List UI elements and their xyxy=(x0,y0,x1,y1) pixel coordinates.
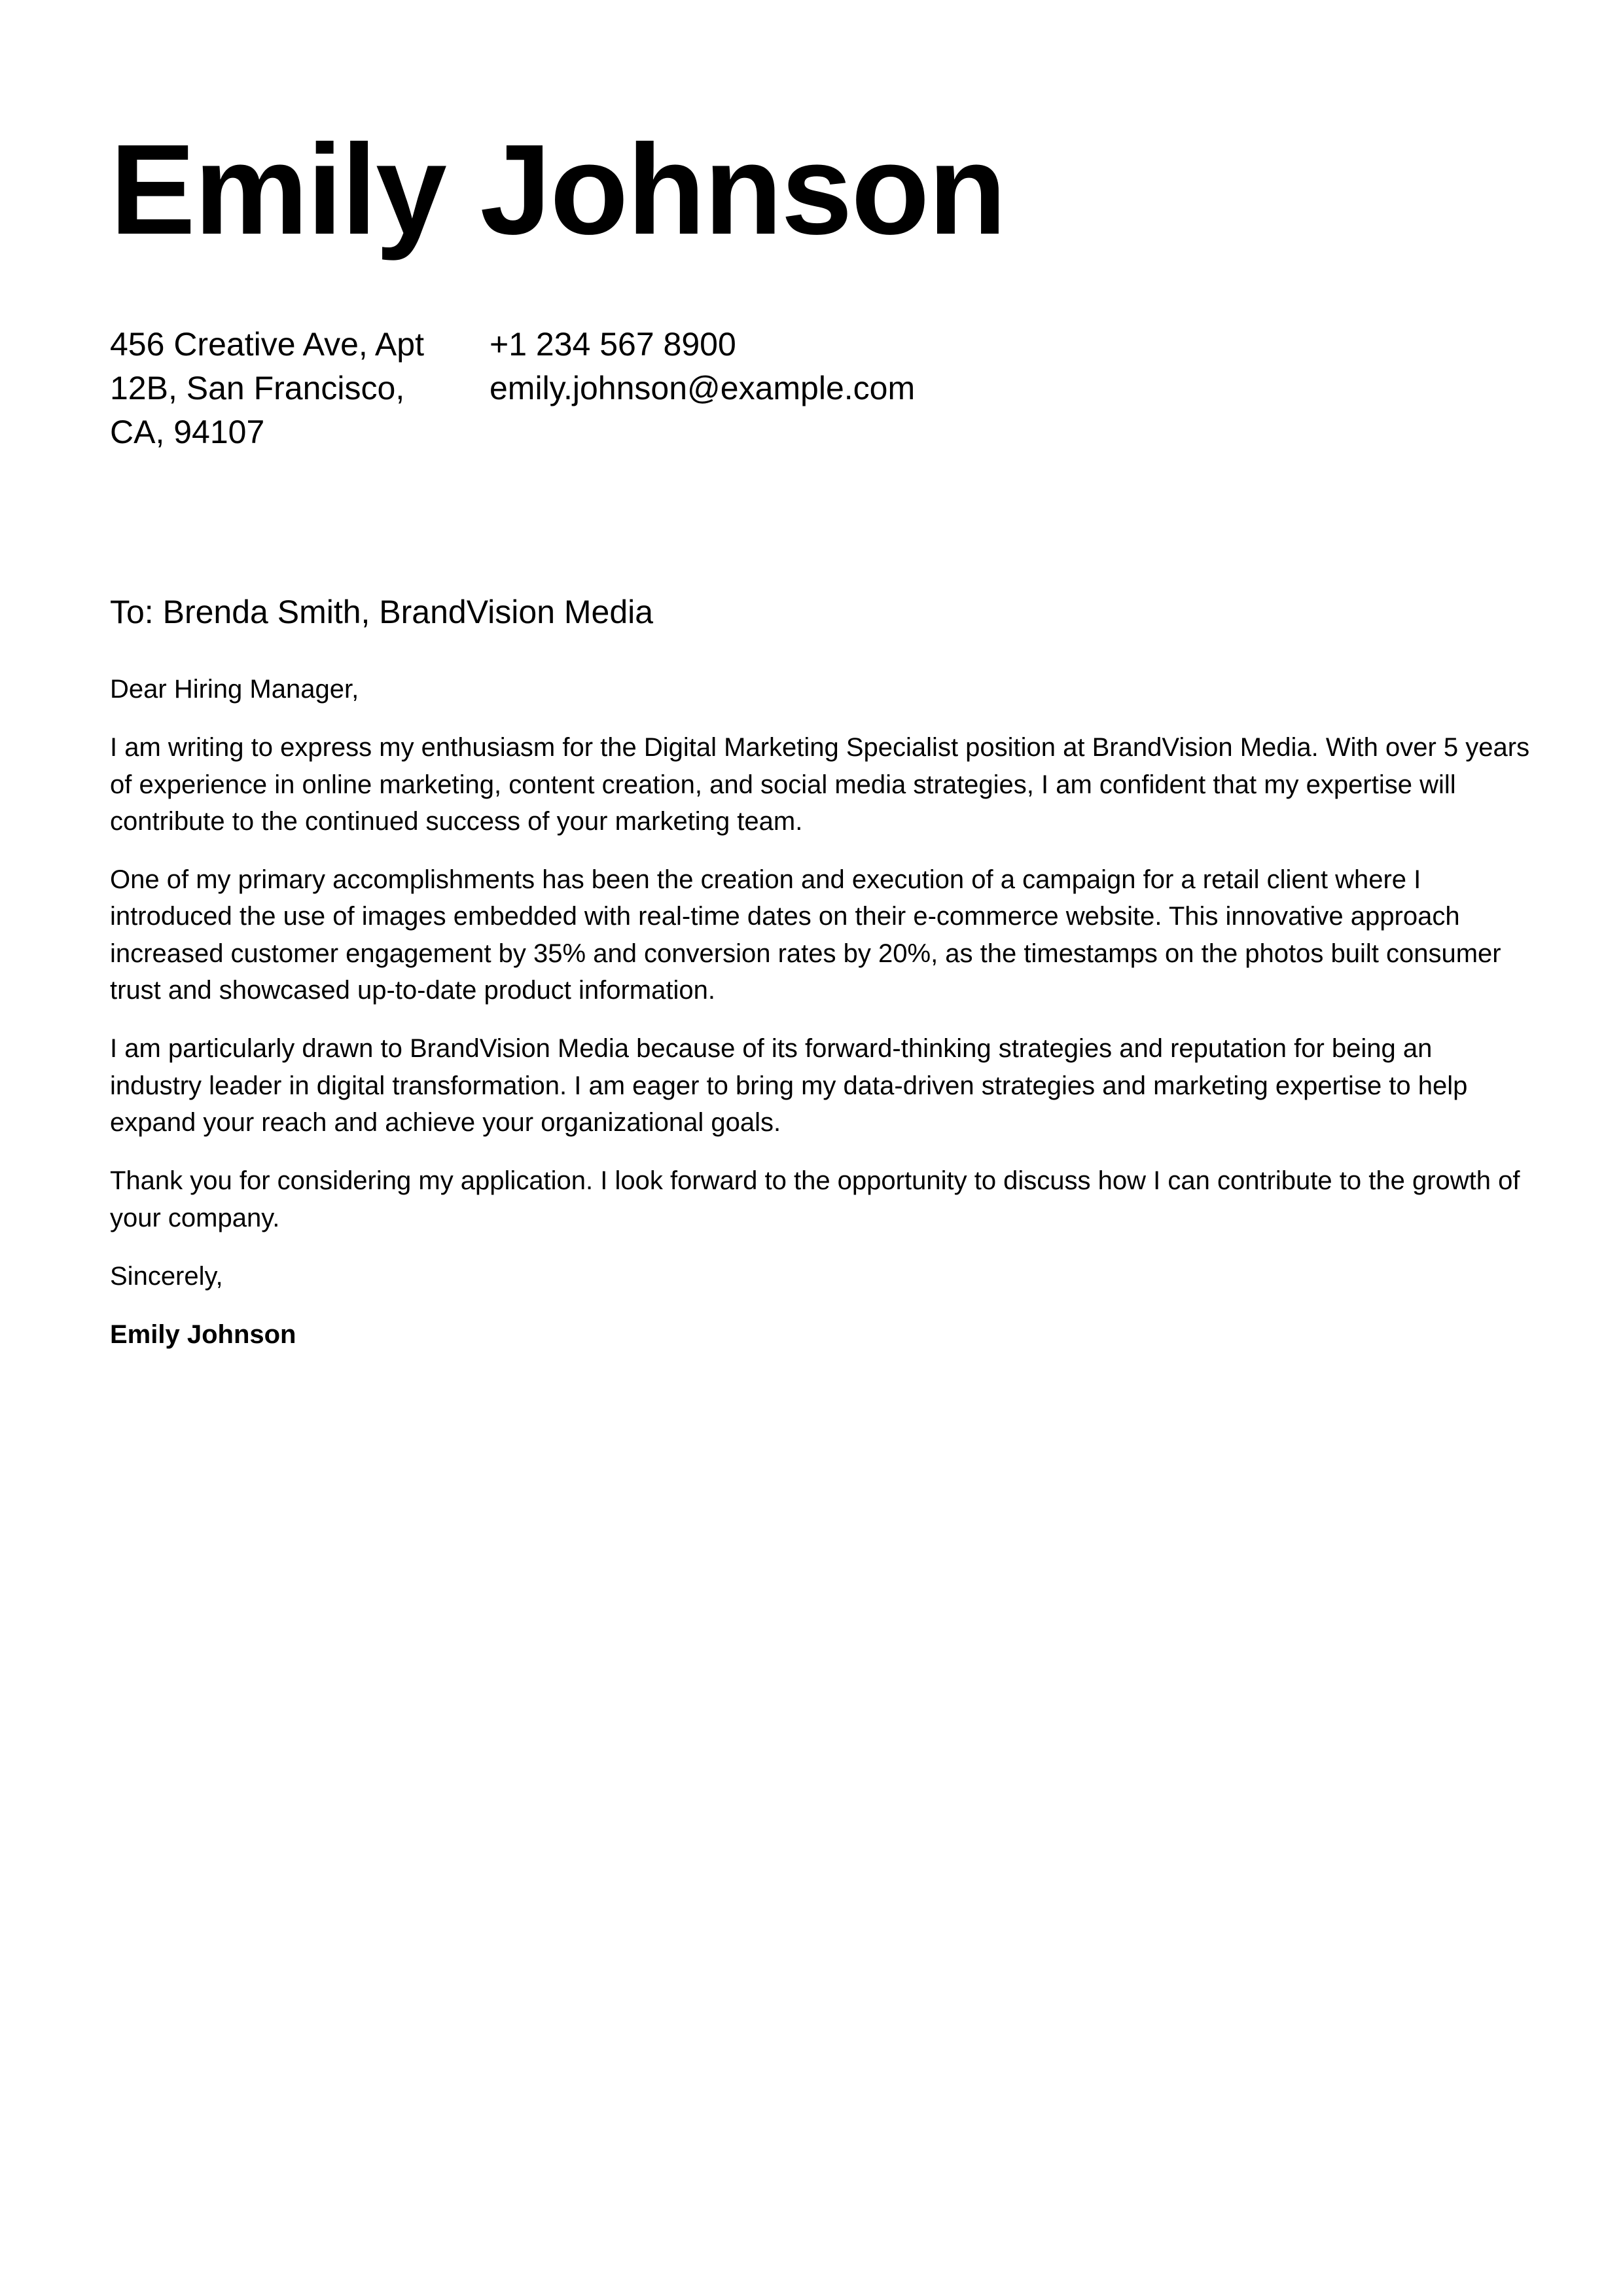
salutation: Dear Hiring Manager, xyxy=(110,675,359,704)
address-line: 456 Creative Ave, Apt xyxy=(110,326,424,363)
body-paragraph: I am particularly drawn to BrandVision Media because of its forward-thinking strategies and reputation for being an industry leader in digital transformation. I am eager to bring my data-driven strategies and marketing expertise to help expand your reach and achieve your organizational goals. xyxy=(110,1034,1468,1137)
letter-body xyxy=(110,671,1530,1374)
body-paragraph: Thank you for considering my application. I look forward to the opportunity to discuss how I can contribute to the growth of your company. xyxy=(110,1166,1520,1232)
body-paragraph: One of my primary accomplishments has been the creation and execution of a campaign for a retail client where I introduced the use of images embedded with real-time dates on their e-commerce website. This innovative approach increased customer engagement by 35% and conversion rates by 20%, as the timestamps on the photos built consumer trust and showcased up-to-date product information. xyxy=(110,865,1501,1005)
closing: Sincerely, xyxy=(110,1261,223,1291)
phone-number: +1 234 567 8900 xyxy=(490,326,736,363)
applicant-name: Emily Johnson xyxy=(110,118,1006,261)
email-address: emily.johnson@example.com xyxy=(490,370,916,406)
address-line: CA, 94107 xyxy=(110,414,265,450)
address-line: 12B, San Francisco, xyxy=(110,370,405,406)
body-paragraph: I am writing to express my enthusiasm for the Digital Marketing Specialist position at BrandVision Media. With over 5 years of experience in online marketing, content creation, and social media strategies, I am confident that my expertise will contribute to the continued success of your marketing team. xyxy=(110,733,1530,836)
signature-name: Emily Johnson xyxy=(110,1320,296,1350)
contact-address xyxy=(110,323,450,454)
contact-details xyxy=(490,323,1079,410)
recipient-line: To: Brenda Smith, BrandVision Media xyxy=(110,594,654,630)
